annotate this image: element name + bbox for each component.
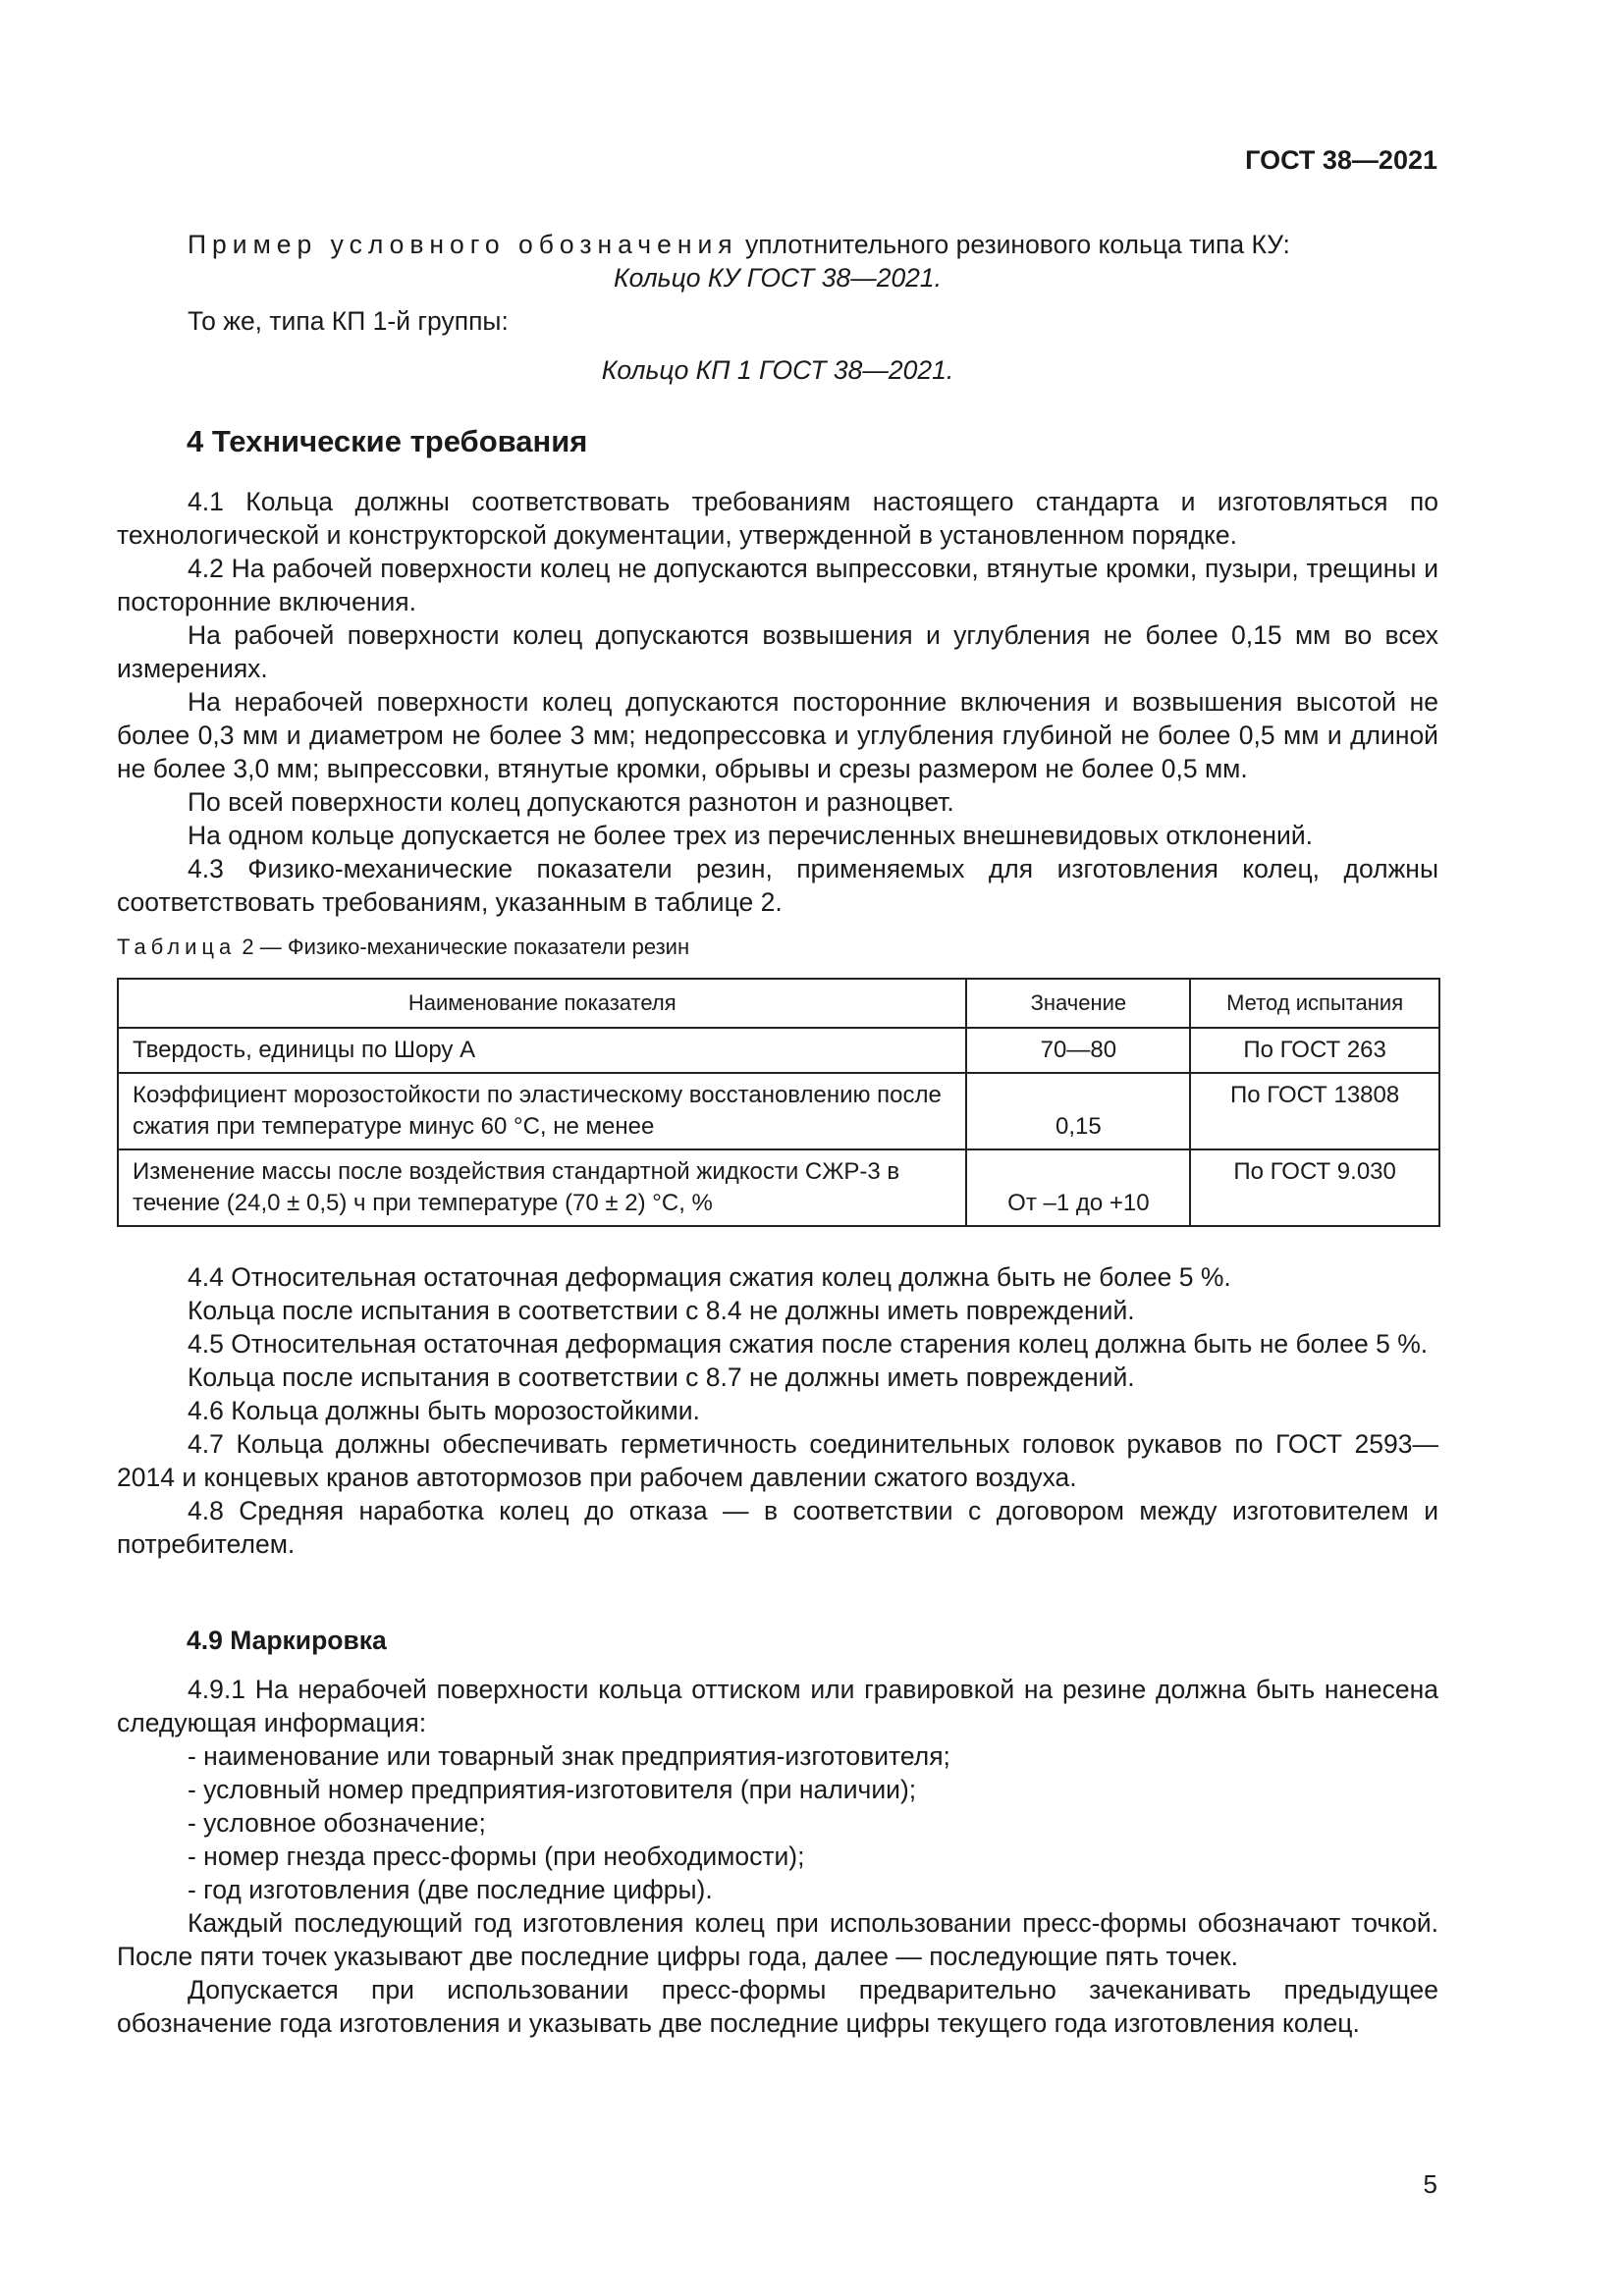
table-cell: 0,15 (966, 1073, 1190, 1149)
table-header-cell: Метод испытания (1190, 979, 1439, 1028)
table-caption-rest: 2 — Физико-механические показатели резин (236, 934, 690, 959)
same-kp-line: То же, типа КП 1-й группы: (188, 306, 509, 336)
table-caption-spaced: Таблица (117, 934, 237, 959)
paragraph: По всей поверхности колец допускаются разнотон и разноцвет. (188, 787, 954, 817)
paragraph: На нерабочей поверхности колец допускаются посторонние включения и возвышения высотой не более 0,3 мм и диаметром не более 3 мм; недопрессовка и углубления глубиной не более 0,5 мм и длиной не более 3,0 мм; выпрессовки, втянутые кромки, обрывы и срезы размером не более 0,5 мм. (117, 687, 1438, 783)
paragraph: 4.2 На рабочей поверхности колец не допускаются выпрессовки, втянутые кромки, пузыри, трещины и посторонние включения. (117, 554, 1438, 616)
document-code: ГОСТ 38—2021 (1245, 145, 1437, 175)
page-number: 5 (1423, 2169, 1437, 2199)
example-lead (117, 228, 1438, 261)
requirements-block (117, 485, 1438, 919)
example-lead-rest: уплотнительного резинового кольца типа КУ: (737, 230, 1290, 259)
table-cell: Изменение массы после воздействия стандартной жидкости СЖР-3 в течение (24,0 ± 0,5) ч при температуре (70 ± 2) °С, % (118, 1149, 966, 1226)
table-row (118, 1073, 1439, 1149)
marking-block (117, 1673, 1438, 2040)
designation-ku: Кольцо КУ ГОСТ 38—2021. (613, 263, 943, 293)
table-cell: Коэффициент морозостойкости по эластическому восстановлению после сжатия при температуре минус 60 °С, не менее (118, 1073, 966, 1149)
table-cell: Твердость, единицы по Шору А (118, 1028, 966, 1073)
paragraph: 4.3 Физико-механические показатели резин, применяемых для изготовления колец, должны соответствовать требованиям, указанным в таблице 2. (117, 854, 1438, 917)
paragraph: Допускается при использовании пресс-формы предварительно зачеканивать предыдущее обозначение года изготовления и указывать две последние цифры текущего года изготовления колец. (117, 1975, 1438, 2038)
table-cell: По ГОСТ 263 (1190, 1028, 1439, 1073)
section-title: 4 Технические требования (187, 424, 588, 458)
designation-example (117, 228, 1438, 387)
paragraph: 4.6 Кольца должны быть морозостойкими. (188, 1396, 700, 1425)
table-row (118, 1028, 1439, 1073)
paragraph: 4.9.1 На нерабочей поверхности кольца оттиском или гравировкой на резине должна быть нанесена следующая информация: (117, 1675, 1438, 1737)
table-cell: От –1 до +10 (966, 1149, 1190, 1226)
paragraph: 4.4 Относительная остаточная деформация сжатия колец должна быть не более 5 %. (188, 1262, 1231, 1292)
paragraph: Кольца после испытания в соответствии с 8.7 не должны иметь повреждений. (188, 1362, 1135, 1392)
paragraph: 4.5 Относительная остаточная деформация сжатия после старения колец должна быть не более 5 %. (188, 1329, 1429, 1359)
designation-kp: Кольцо КП 1 ГОСТ 38—2021. (601, 355, 954, 385)
table-header-cell: Наименование показателя (118, 979, 966, 1028)
list-item: - условный номер предприятия-изготовителя (при наличии); (188, 1775, 917, 1804)
paragraph: 4.1 Кольца должны соответствовать требованиям настоящего стандарта и изготовляться по технологической и конструкторской документации, утвержденной в установленном порядке. (117, 487, 1438, 550)
paragraph: Каждый последующий год изготовления колец при использовании пресс-формы обозначают точкой. После пяти точек указывают две последние цифры года, далее — последующие пять точек. (117, 1908, 1438, 1971)
paragraph: 4.8 Средняя наработка колец до отказа — в соответствии с договором между изготовителем и потребителем. (117, 1496, 1438, 1559)
list-item: - год изготовления (две последние цифры). (188, 1875, 713, 1904)
table-caption (117, 934, 689, 960)
list-item: - условное обозначение; (188, 1808, 486, 1838)
table-cell: По ГОСТ 9.030 (1190, 1149, 1439, 1226)
paragraph: На рабочей поверхности колец допускаются возвышения и углубления не более 0,15 мм во всех измерениях. (117, 620, 1438, 683)
table-cell: 70—80 (966, 1028, 1190, 1073)
table-header-row (118, 979, 1439, 1028)
requirements-block-2 (117, 1260, 1438, 1561)
table-row (118, 1149, 1439, 1226)
list-item: - номер гнезда пресс-формы (при необходимости); (188, 1842, 805, 1871)
paragraph: 4.7 Кольца должны обеспечивать герметичность соединительных головок рукавов по ГОСТ 2593—2014 и концевых кранов автотормозов при рабочем давлении сжатого воздуха. (117, 1429, 1438, 1492)
marking-title: 4.9 Маркировка (187, 1626, 387, 1655)
table-header-cell: Значение (966, 979, 1190, 1028)
example-lead-spaced: Пример условного обозначения (188, 230, 738, 259)
properties-table (117, 978, 1440, 1227)
table-cell: По ГОСТ 13808 (1190, 1073, 1439, 1149)
list-item: - наименование или товарный знак предприятия-изготовителя; (188, 1741, 950, 1771)
paragraph: На одном кольце допускается не более трех из перечисленных внешневидовых отклонений. (188, 821, 1313, 850)
paragraph: Кольца после испытания в соответствии с 8.4 не должны иметь повреждений. (188, 1296, 1135, 1325)
